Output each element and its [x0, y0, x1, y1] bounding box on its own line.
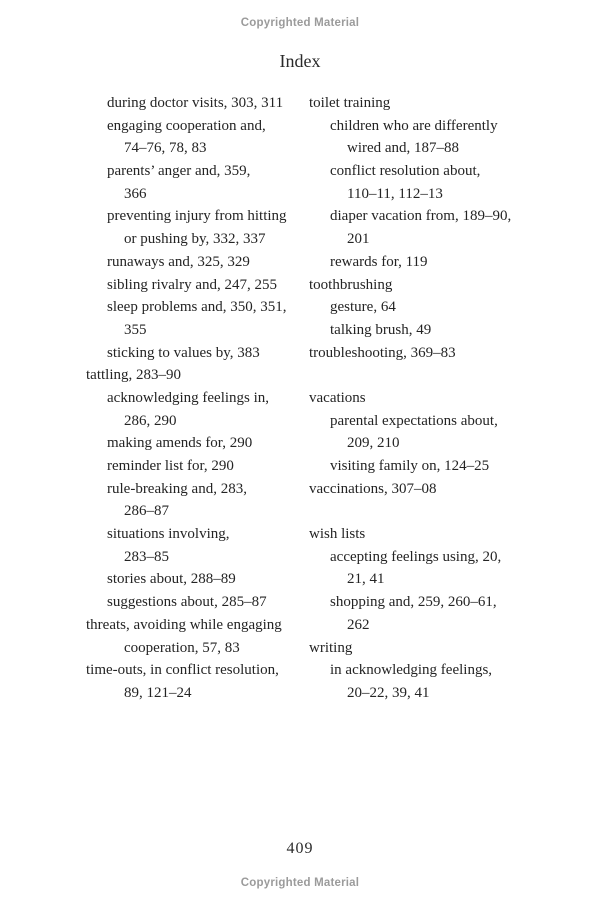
index-line: sleep problems and, 350, 351,: [107, 299, 287, 316]
index-line: engaging cooperation and,: [107, 117, 266, 134]
index-line: troubleshooting, 369–83: [309, 344, 456, 361]
index-line: 209, 210: [347, 435, 400, 452]
index-line: preventing injury from hitting: [107, 208, 287, 225]
index-line: 89, 121–24: [124, 684, 192, 701]
index-line: time-outs, in conflict resolution,: [86, 662, 279, 679]
index-line: vacations: [309, 389, 366, 406]
index-line: 20–22, 39, 41: [347, 684, 430, 701]
index-line: gesture, 64: [330, 299, 396, 316]
index-line: [309, 500, 546, 523]
index-column-right: [309, 92, 546, 705]
index-line: visiting family on, 124–25: [330, 458, 490, 474]
index-line: rule-breaking and, 283,: [107, 480, 247, 497]
index-line: 283–85: [124, 548, 169, 565]
index-line: accepting feelings using, 20,: [330, 548, 502, 565]
index-line: situations involving,: [107, 526, 230, 543]
index-line: cooperation, 57, 83: [124, 639, 240, 656]
index-line: 21, 41: [347, 571, 385, 588]
index-line: 286–87: [124, 503, 169, 520]
index-line: reminder list for, 290: [107, 458, 234, 474]
index-line: threats, avoiding while engaging: [86, 616, 282, 633]
index-line: wired and, 187–88: [347, 140, 460, 157]
index-line: [309, 364, 546, 387]
index-line: acknowledging feelings in,: [107, 389, 270, 406]
index-line: shopping and, 259, 260–61,: [330, 594, 497, 611]
index-line: writing: [309, 639, 353, 656]
index-line: conflict resolution about,: [330, 163, 481, 180]
index-line: or pushing by, 332, 337: [124, 231, 266, 248]
index-line: 355: [124, 321, 147, 338]
index-line: sticking to values by, 383: [107, 344, 260, 361]
index-columns: [86, 92, 546, 705]
index-line: tattling, 283–90: [86, 367, 181, 384]
index-line: suggestions about, 285–87: [107, 594, 267, 611]
index-line: diaper vacation from, 189–90,: [330, 208, 512, 225]
index-line: 74–76, 78, 83: [124, 140, 207, 157]
index-line: making amends for, 290: [107, 435, 253, 452]
index-line: 110–11, 112–13: [347, 185, 443, 202]
index-line: 286, 290: [124, 412, 177, 429]
index-line: talking brush, 49: [330, 321, 432, 338]
index-line: toilet training: [309, 95, 391, 111]
index-column-left: [86, 92, 309, 705]
index-line: stories about, 288–89: [107, 571, 236, 588]
index-line: in acknowledging feelings,: [330, 662, 493, 679]
copyright-notice-top: Copyrighted Material: [240, 17, 360, 29]
copyright-notice-bottom: Copyrighted Material: [240, 877, 360, 889]
index-line: during doctor visits, 303, 311: [107, 95, 284, 111]
index-line: sibling rivalry and, 247, 255: [107, 276, 277, 293]
index-line: toothbrushing: [309, 276, 393, 293]
index-line: 262: [347, 616, 370, 633]
index-line: wish lists: [309, 526, 366, 543]
index-line: 201: [347, 231, 370, 248]
index-line: parental expectations about,: [330, 412, 498, 429]
index-line: parents’ anger and, 359,: [107, 163, 251, 180]
index-line: children who are differently: [330, 117, 498, 134]
page-title: Index: [279, 51, 321, 71]
index-line: vaccinations, 307–08: [309, 480, 437, 497]
page-number: 409: [286, 840, 314, 857]
index-line: rewards for, 119: [330, 253, 428, 270]
index-line: 366: [124, 185, 147, 202]
index-line: runaways and, 325, 329: [107, 253, 250, 270]
